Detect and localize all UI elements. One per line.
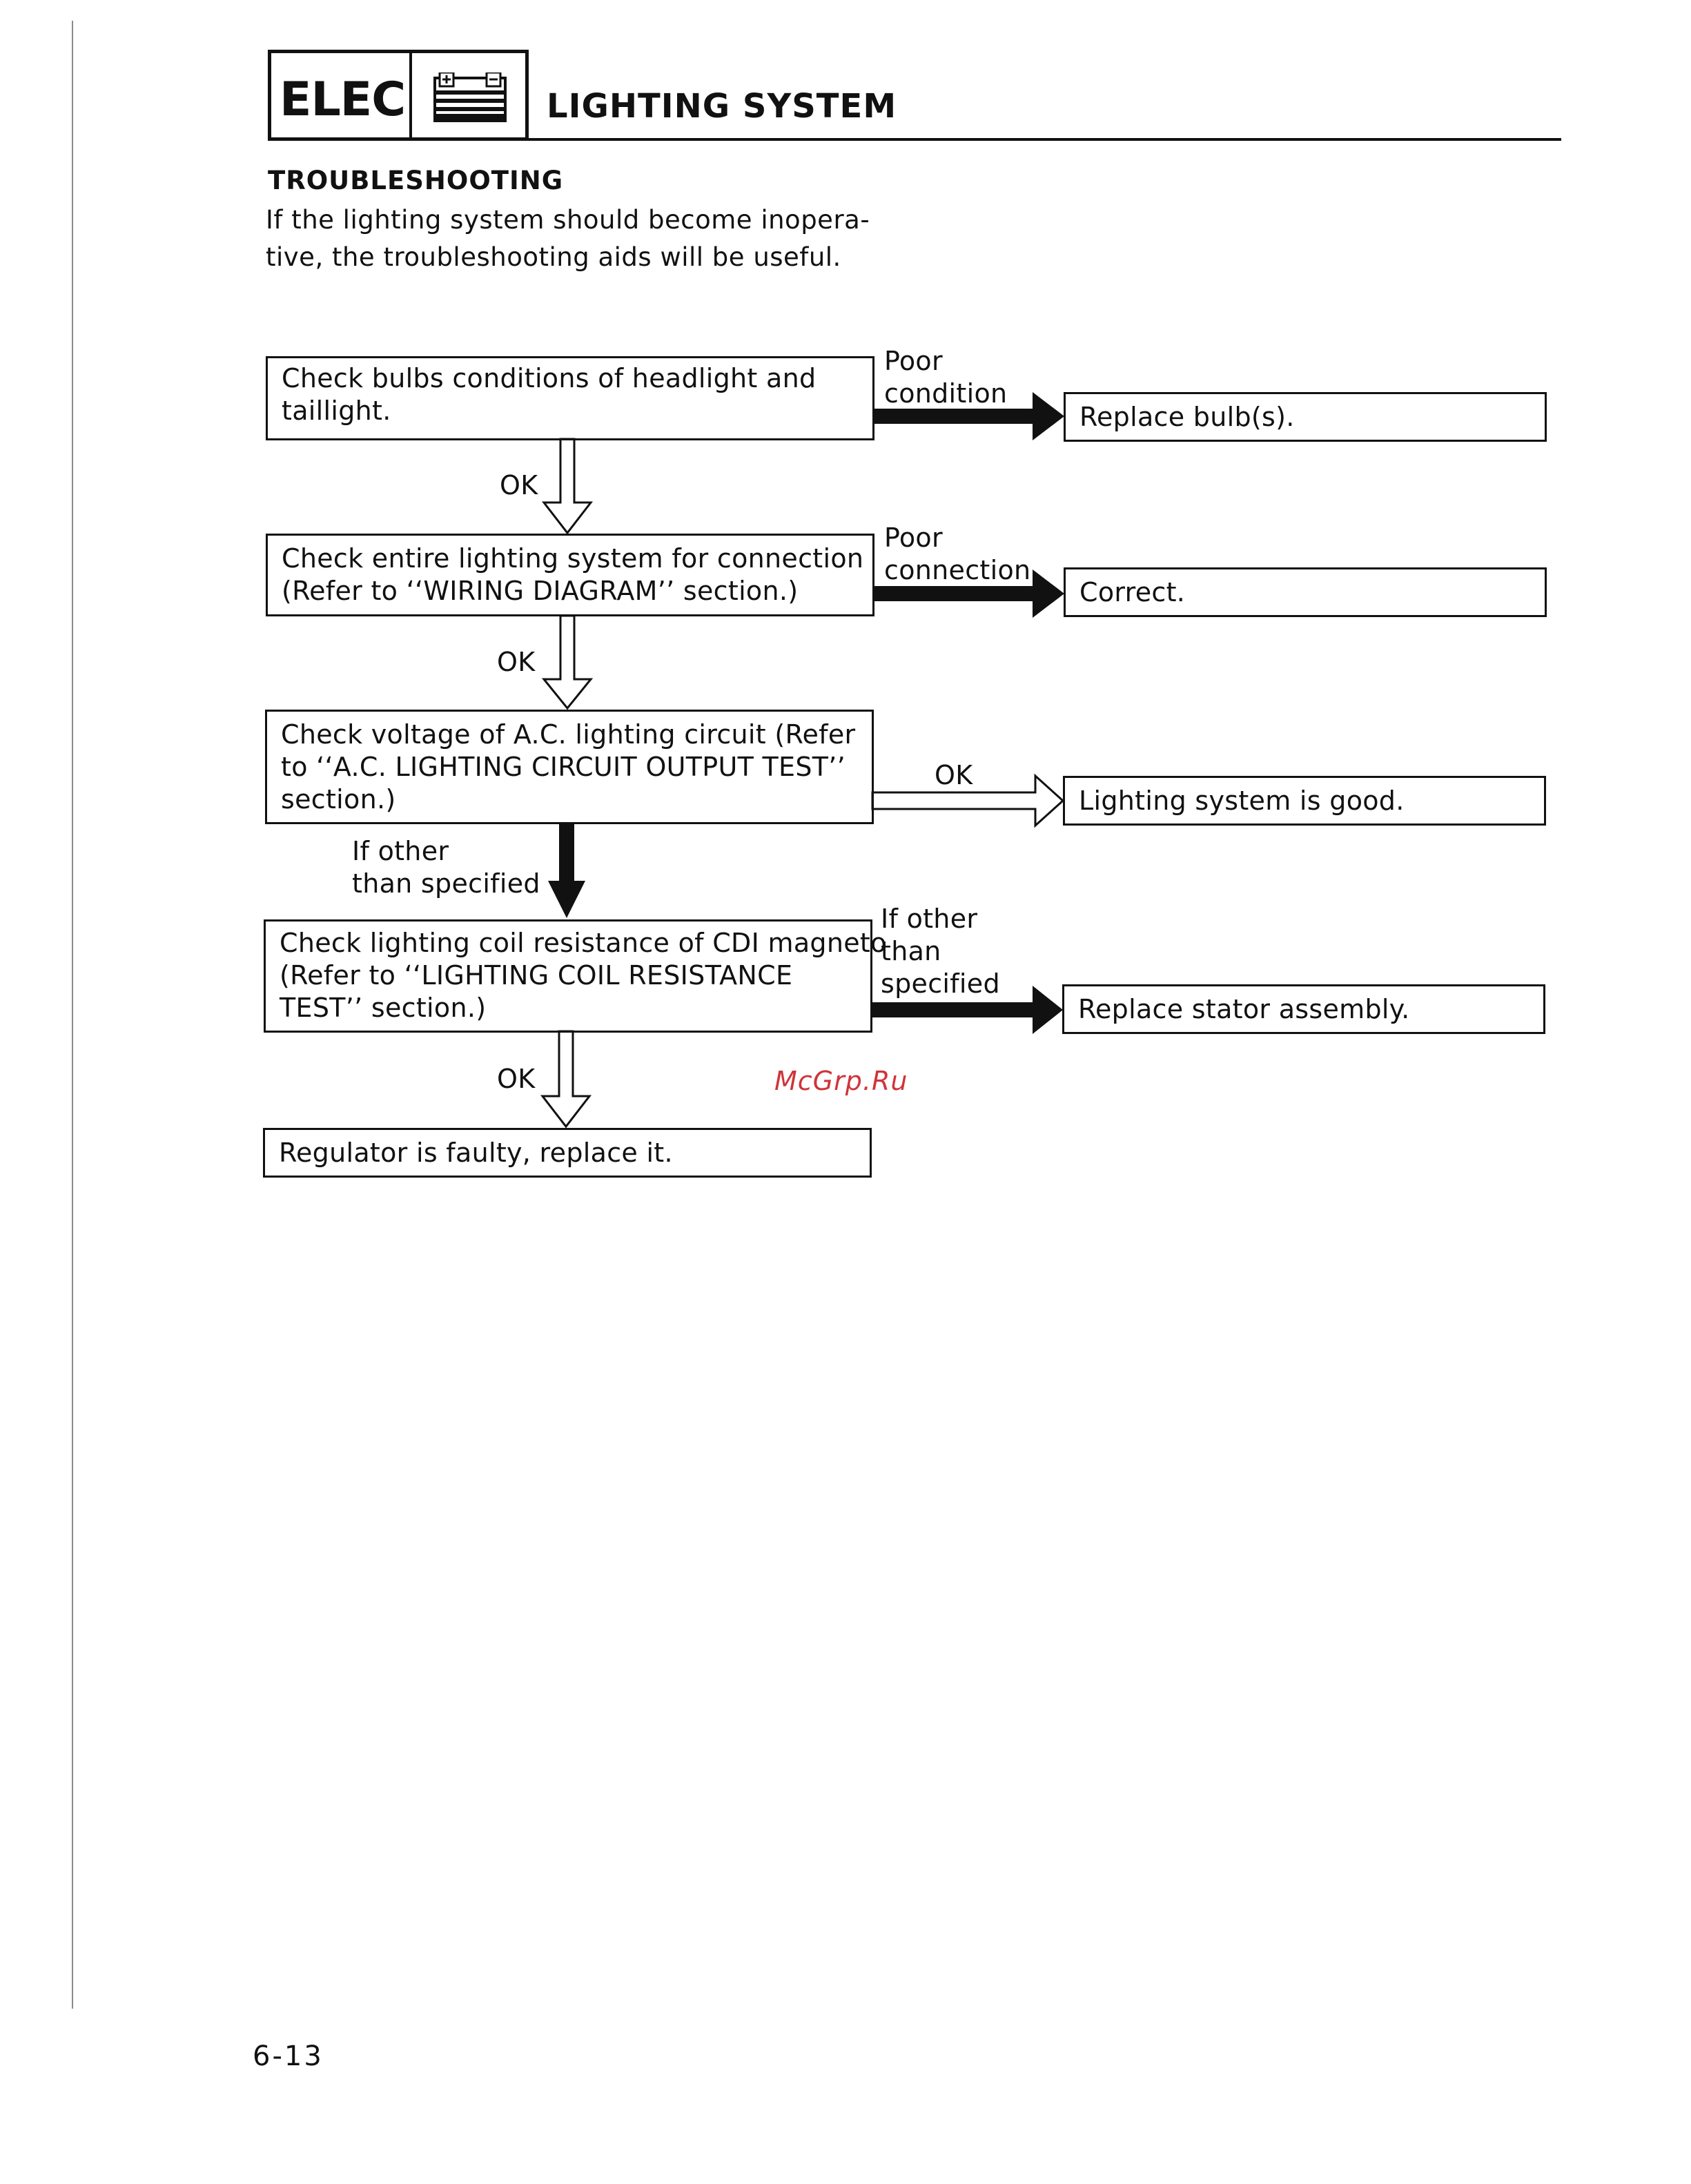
step1-ok-label: OK (500, 470, 538, 500)
step1-fail-action-box (1064, 392, 1547, 442)
step3-line-1: Check voltage of A.C. lighting circuit (Refer (281, 719, 856, 750)
step2-fail-action-box (1064, 567, 1547, 617)
step4-line-1: Check lighting coil resistance of CDI magneto (280, 928, 887, 958)
intro-line-1: If the lighting system should become inopera- (266, 205, 870, 235)
step2-line-1: Check entire lighting system for connection (282, 543, 864, 574)
step2-ok-label: OK (497, 647, 536, 677)
section-title: LIGHTING SYSTEM (547, 87, 897, 126)
hollow-arrow-step2-ok (544, 616, 591, 708)
intro-line-2: tive, the troubleshooting aids will be useful. (266, 242, 841, 272)
step2-fail-label-line-2: connection (884, 555, 1031, 585)
step3-fail-label-line-1: If other (352, 836, 449, 866)
step3-ok-result-box (1063, 776, 1546, 826)
page-number: 6-13 (253, 2040, 324, 2072)
step1-fail-label (884, 345, 1007, 410)
step3-line-2: to ‘‘A.C. LIGHTING CIRCUIT OUTPUT TEST’’ (281, 752, 846, 782)
step2-fail-label-line-1: Poor (884, 523, 943, 553)
step4-fail-action: Replace stator assembly. (1078, 994, 1410, 1024)
step3-line-3: section.) (281, 784, 396, 815)
watermark: McGrp.Ru (774, 1066, 908, 1096)
elec-label: ELEC (280, 72, 406, 127)
step4-box (264, 919, 887, 1033)
hollow-arrow-step1-ok (544, 439, 591, 533)
solid-arrow-step3-down (548, 823, 585, 918)
step1-line-2: taillight. (282, 396, 391, 426)
step3-fail-label-line-2: than specified (352, 868, 540, 899)
step2-box (266, 534, 874, 616)
final-result-box (263, 1128, 872, 1178)
step3-box (265, 710, 874, 824)
step3-ok-result: Lighting system is good. (1079, 786, 1405, 816)
step1-fail-label-line-1: Poor (884, 346, 943, 376)
step2-fail-action: Correct. (1079, 577, 1186, 607)
step1-box (266, 356, 874, 440)
step4-fail-action-box (1062, 984, 1545, 1034)
step4-line-3: TEST’’ section.) (280, 993, 487, 1023)
hollow-arrow-step4-ok (543, 1031, 589, 1127)
step4-fail-label-line-3: specified (881, 968, 1000, 999)
step2-fail-label (884, 522, 1030, 587)
step4-fail-label (881, 903, 1000, 1000)
troubleshooting-heading: TROUBLESHOOTING (268, 166, 564, 195)
final-result: Regulator is faulty, replace it. (279, 1138, 673, 1168)
step3-ok-label: OK (935, 760, 973, 790)
step4-line-2: (Refer to ‘‘LIGHTING COIL RESISTANCE (280, 960, 793, 991)
step1-fail-action: Replace bulb(s). (1079, 402, 1295, 432)
step4-fail-label-line-2: than (881, 936, 941, 966)
step1-line-1: Check bulbs conditions of headlight and (282, 363, 817, 393)
step4-fail-label-line-1: If other (881, 904, 978, 934)
step2-line-2: (Refer to ‘‘WIRING DIAGRAM’’ section.) (282, 576, 799, 606)
step3-fail-label (352, 835, 540, 900)
step1-fail-label-line-2: condition (884, 378, 1008, 409)
step4-ok-label: OK (497, 1064, 536, 1094)
